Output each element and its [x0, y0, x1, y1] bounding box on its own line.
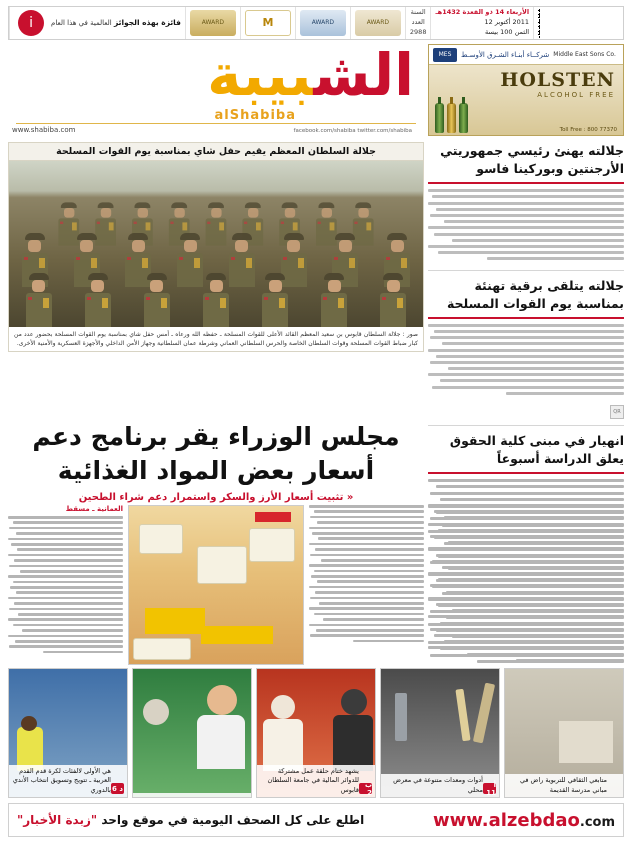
issue-meta — [405, 7, 431, 39]
website-url[interactable]: www.shabiba.com — [12, 126, 76, 134]
awards-line-2: العالمية في هذا العام — [51, 18, 112, 27]
info-icon: i — [18, 10, 44, 36]
article-column-1-text — [8, 516, 123, 653]
award-logo-2 — [240, 7, 295, 39]
sidebar-story-1[interactable] — [428, 142, 624, 271]
top-advertisement[interactable] — [428, 44, 624, 136]
price-tag — [201, 626, 273, 644]
paper-subtitle: alShabiba — [214, 108, 296, 123]
person-head — [271, 695, 295, 719]
tools-caption: أدوات ومعدات متنوعة في معرض محلي — [381, 774, 499, 797]
social-links[interactable]: facebook.com/shabiba twitter.com/shabiba — [293, 128, 412, 134]
article-column-2-text — [309, 505, 424, 642]
ad-product-image — [435, 103, 468, 133]
award-logo-3 — [295, 7, 350, 39]
awards-text — [51, 18, 181, 28]
building-shape — [559, 721, 613, 763]
lead-photo-caption: صور : جلالة السلطان قابوس بن سعيد المعظم القائد الأعلى للقوات المسلحة ـ حفظه الله ورعاه ـ أمس حفل شاي بمناسبة يوم القوات المسلحة بحضور عدد من كبار ضباط القوات المسلحة وقوات السلطان الخاصة والحرس السلطاني العماني وشرطة عمان السلطانية وجهاز الأمن الداخلي والأجهزة العسكرية والأمنية الأخرى. — [8, 327, 424, 352]
ad-brand-block — [500, 69, 615, 99]
barcode — [533, 7, 544, 39]
bottom-story-strip — [8, 668, 624, 798]
date-hijri: الأربعاء 14 ذو القعدة 1432هـ — [435, 8, 530, 17]
rice-sack — [197, 546, 247, 584]
price-tag — [255, 512, 291, 522]
nameplate-divider — [16, 123, 416, 124]
paper-title — [207, 41, 414, 109]
person-body — [333, 715, 373, 771]
advertiser-bar — [429, 45, 623, 65]
paper-title-red: الش — [313, 41, 414, 109]
main-headline-block — [8, 418, 424, 503]
main-subheadline — [8, 492, 424, 503]
m-award-logo: M — [245, 10, 291, 36]
lead-photo-title: جلالة السلطان المعظم يقيم حفل شاي بمناسبة يوم القوات المسلحة — [8, 142, 424, 161]
rice-sack — [133, 638, 191, 660]
main-subheadline-text: تثبيت أسعار الأرز والسكر واستمرار دعم شراء الطحين — [78, 491, 344, 503]
article-column-2 — [309, 505, 424, 665]
footer-tagline — [17, 813, 364, 827]
paper-title-yellow: بيبة — [207, 41, 314, 109]
sports-item[interactable] — [8, 668, 128, 798]
article-column-3 — [428, 505, 624, 666]
issue-price: الثمن 100 بيسة — [484, 27, 530, 36]
food-prices-photo[interactable] — [128, 505, 304, 665]
main-headline: مجلس الوزراء يقر برنامج دعم أسعار بعض المواد الغذائية — [32, 422, 400, 485]
footer-advertisement[interactable] — [8, 803, 624, 837]
bottle-icon — [447, 103, 456, 133]
tool-icon — [473, 683, 495, 744]
issue-number-value: 2988 — [409, 27, 427, 36]
price-tag — [145, 608, 205, 634]
rice-sack — [139, 524, 183, 554]
sidebar-story-1-headline: جلالته يهنئ رئيسي جمهوريتي الأرجنتين وبوركينا فاسو — [440, 143, 624, 177]
blue-award-logo: AWARD — [300, 10, 346, 36]
footer-website[interactable] — [433, 810, 615, 831]
sand-award-logo: AWARD — [355, 10, 401, 36]
troops-photo-illustration — [9, 161, 423, 327]
page-badge: أ 11 — [483, 783, 496, 794]
rice-sack — [249, 528, 295, 562]
bullet-icon: « — [346, 491, 354, 503]
athlete-head — [21, 716, 37, 731]
ad-brand-name: HOLSTEN — [500, 69, 615, 91]
bottle-icon — [459, 103, 468, 133]
issue-date — [430, 7, 533, 39]
award-logo-4 — [350, 7, 405, 39]
culture-item[interactable] — [504, 668, 624, 798]
awards-line-1: فائزة بهذه الجوائز — [113, 17, 181, 27]
bottle-icon — [435, 103, 444, 133]
economy-item[interactable] — [256, 668, 376, 798]
person-body — [263, 719, 303, 771]
person-head — [143, 699, 169, 725]
person-body — [197, 715, 245, 769]
sidebar-story-2[interactable] — [428, 277, 624, 427]
qr-code-icon[interactable]: QR — [610, 405, 624, 419]
story-rule — [428, 182, 624, 184]
article-column-3-text — [428, 505, 624, 663]
article-kicker: العمانية ـ مسقط — [65, 505, 123, 513]
date-gregorian: 2011 أكتوبر 12 — [484, 18, 530, 27]
advertiser-name-en: Middle East Sons Co. — [553, 51, 616, 58]
ad-contact: Toll Free : 800 77370 — [559, 127, 617, 133]
person-head — [341, 689, 367, 715]
culture-caption: متابعي الثقافي للتربوية راض في مباني مدرسة القديمة — [505, 774, 623, 797]
advertiser-name-ar: شركــاء أبنـاء الشـرق الأوسـط — [461, 50, 550, 59]
sidebar-story-3-headline: انهيار في مبنى كلية الحقوق يعلق الدراسة أسبوعاً — [449, 433, 624, 467]
health-item[interactable] — [132, 668, 252, 798]
nameplate — [8, 41, 424, 136]
ad-brand-tagline: ALCOHOL FREE — [537, 91, 615, 99]
article-column-1 — [8, 505, 123, 665]
sidebar-story-2-headline: جلالته يتلقى برقية تهنئة بمناسبة يوم القوات المسلحة — [446, 277, 624, 311]
tools-item[interactable] — [380, 668, 500, 798]
footer-tagline-main: اطلع على كل الصحف اليومية في موقع واحد — [101, 813, 365, 827]
issue-label: السنة — [410, 8, 426, 17]
lead-article-body — [8, 505, 424, 665]
masthead-topbar — [8, 6, 624, 40]
tool-icon — [455, 689, 470, 742]
sidebar-story-1-body — [428, 189, 624, 260]
awards-block — [9, 7, 185, 39]
story-rule — [428, 472, 624, 474]
advertiser-logo: MES — [433, 48, 457, 62]
sports-caption: هي الأولى لالفئات لكرة قدم القدم العربية ـ تتويج وتسويق انتخاب الأندي بالدوري — [9, 765, 127, 797]
footer-tagline-brand: "زبدة الأخبار" — [17, 813, 98, 827]
sidebar-story-2-body — [428, 324, 624, 395]
footer-site-name: www.alzebdao — [433, 809, 580, 831]
lead-photo-panel — [8, 142, 424, 352]
page-badge: د 6 — [112, 784, 123, 793]
page-badge: ب 2 — [359, 783, 372, 794]
lead-photo[interactable] — [8, 161, 424, 327]
footer-brand-text: زبدة الأخبار — [23, 813, 91, 827]
gold-award-logo: AWARD — [190, 10, 236, 36]
footer-site-tld: .com — [579, 814, 615, 830]
economy-caption: يشهد ختام حلقة عمل مشتركة للدوائر المالية في جامعة السلطان قابوس — [257, 765, 375, 797]
health-caption — [133, 793, 251, 797]
tool-icon — [395, 693, 407, 741]
story-rule — [428, 317, 624, 319]
issue-number-label: العدد — [411, 18, 425, 27]
award-logo-1 — [185, 7, 240, 39]
person-head — [207, 685, 237, 715]
